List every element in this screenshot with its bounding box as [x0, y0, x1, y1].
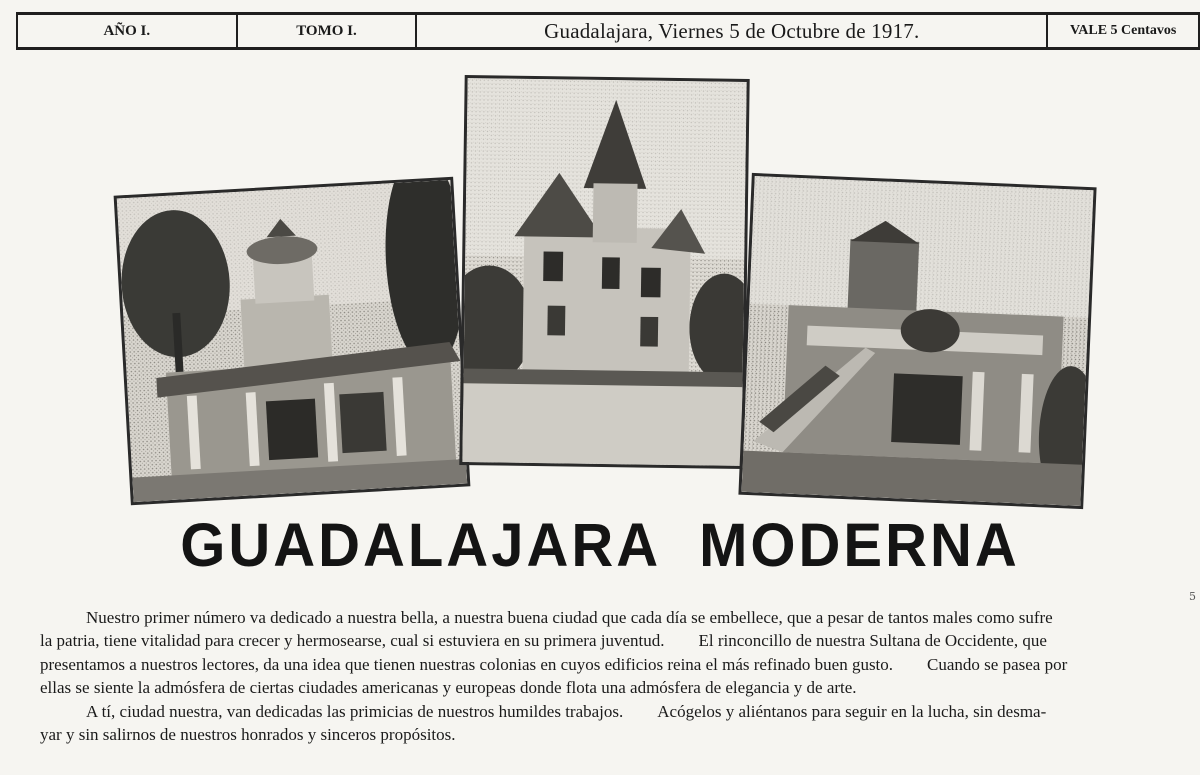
article-line: la patria, tiene vitalidad para crecer y hermosearse, cual si estuviera en su primera juventud. El rinconcillo de nuestra Sultana de Occidente, que — [40, 631, 1047, 651]
article-line: presentamos a nuestros lectores, da una idea que tienen nuestras colonias en cuyos edificios reina el más refinado buen gusto. Cuando se pasea por — [40, 654, 1068, 674]
margin-mark: 5 — [1189, 590, 1196, 603]
article-line: yar y sin salirnos de nuestros honrados y sinceros propósitos. — [40, 725, 456, 745]
issue-price: VALE 5 Centavos — [1046, 15, 1198, 47]
issue-year: AÑO I. — [16, 15, 236, 47]
headline-word-2: MODERNA — [699, 511, 1020, 580]
article-line: Nuestro primer número va dedicado a nuestra bella, a nuestra buena ciudad que cada día se embellece, que a pesar de tantos males como sufre — [86, 608, 1053, 627]
masthead-bar — [16, 12, 1200, 50]
issue-volume: TOMO I. — [236, 15, 416, 47]
article-line: A tí, ciudad nuestra, van dedicadas las primicias de nuestros humildes trabajos. Acógelos y aliéntanos para seguir en la lucha, sin desma- — [86, 701, 1047, 721]
photo-turret-house — [114, 177, 471, 505]
article-line: ellas se siente la admósfera de ciertas ciudades americanas y europeas donde flota una admósfera de elegancia y de arte. — [40, 678, 857, 698]
headline — [0, 510, 1200, 580]
photo-staircase-mansion — [738, 173, 1096, 509]
dateline: Guadalajara, Viernes 5 de Octubre de 1917. — [415, 15, 1046, 47]
article-body — [40, 606, 1192, 746]
photo-gothic-villa — [459, 75, 749, 469]
headline-word-1: GUADALAJARA — [180, 511, 662, 580]
